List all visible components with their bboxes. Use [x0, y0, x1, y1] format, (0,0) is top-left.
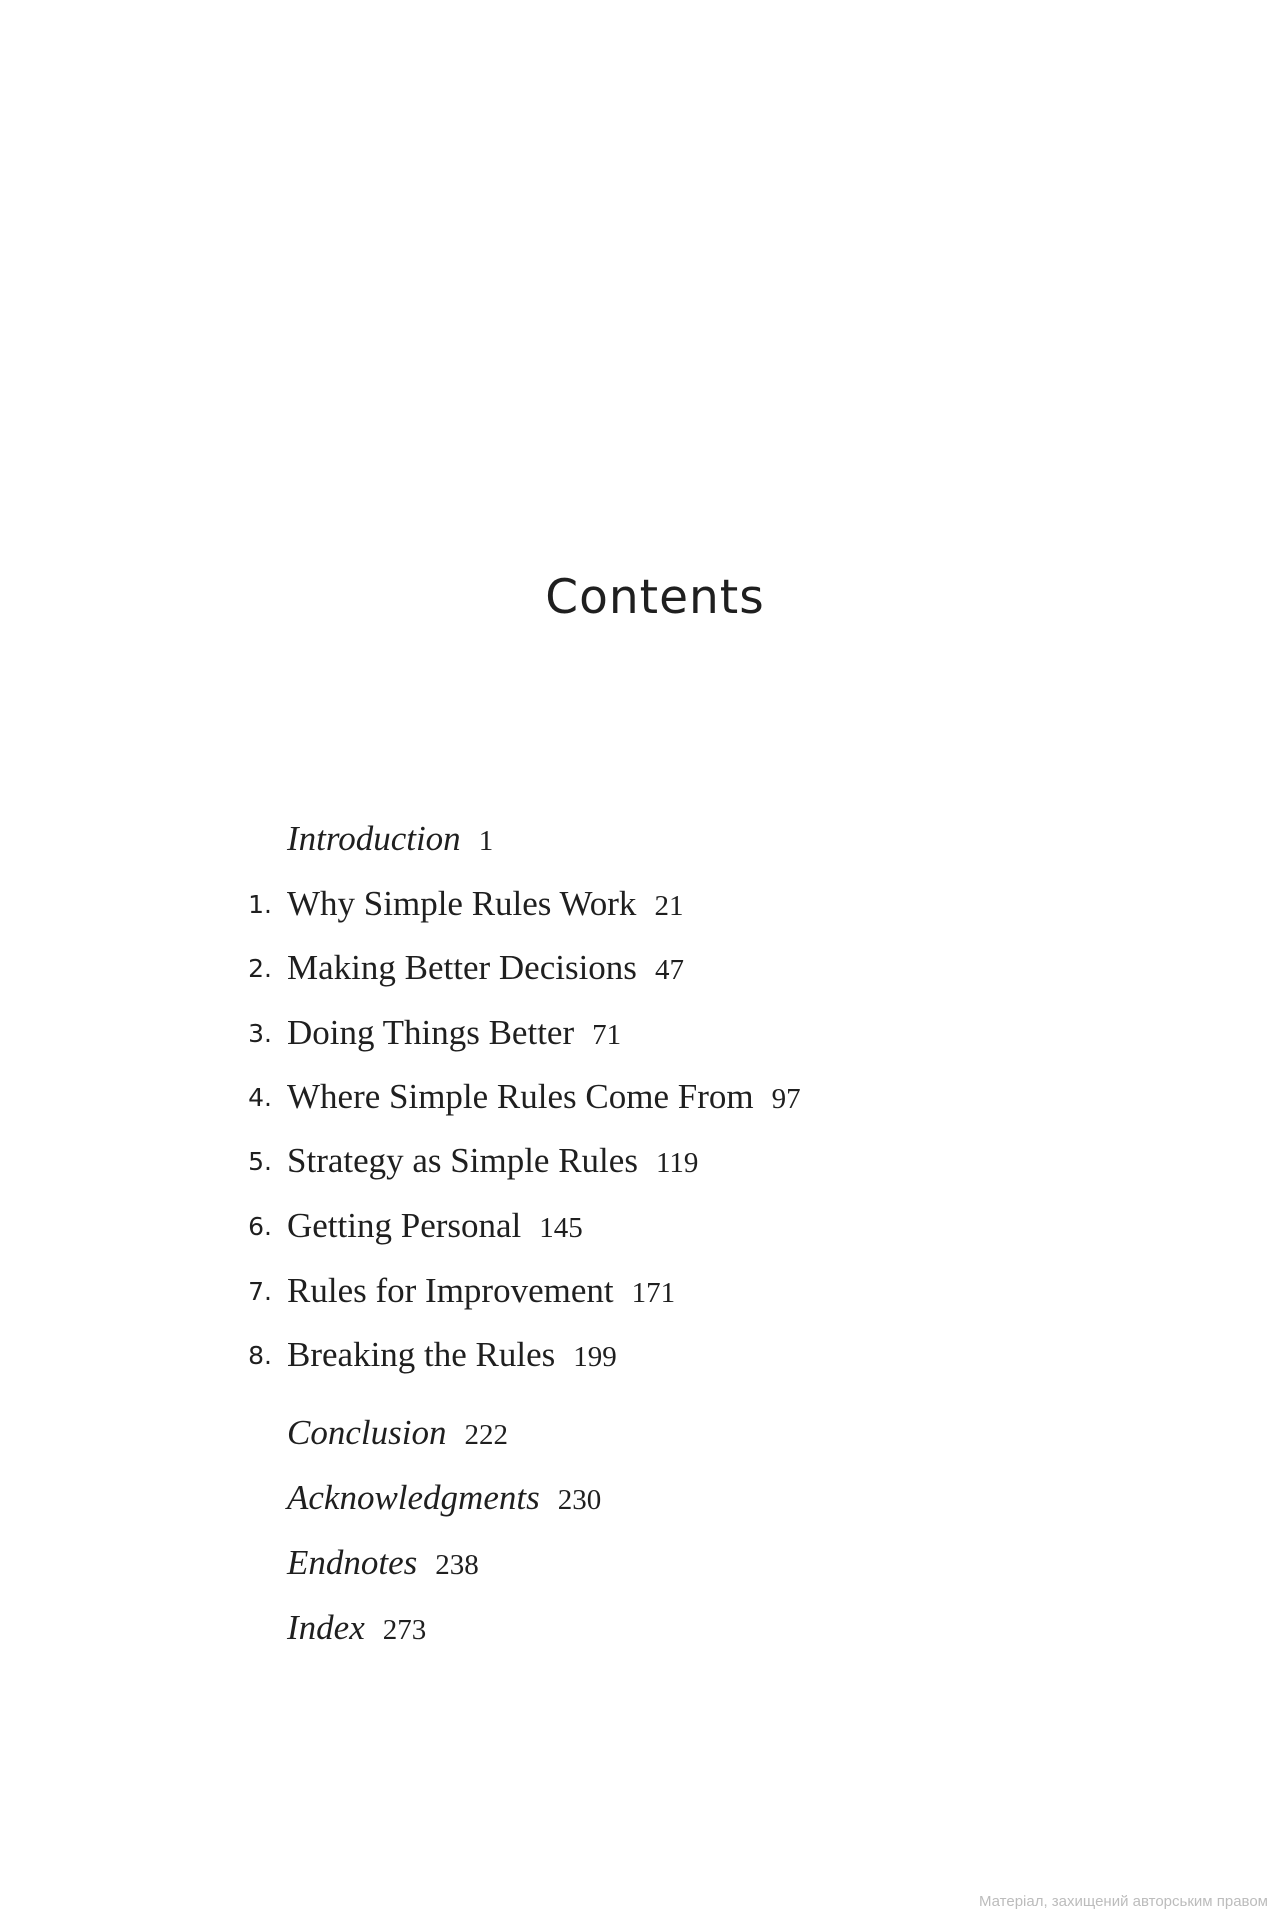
chapter-title: Introduction [287, 819, 461, 858]
page-number: 238 [435, 1549, 479, 1581]
page-number: 230 [557, 1484, 602, 1516]
toc-entry-text [287, 1201, 583, 1253]
chapter-title: Conclusion [287, 1413, 447, 1452]
toc-entry-text [287, 1136, 698, 1188]
toc-entry-endnotes[interactable] [0, 1538, 1280, 1588]
chapter-title: Acknowledgments [287, 1478, 540, 1517]
copyright-watermark: Матеріал, захищений авторським правом [978, 1893, 1268, 1910]
toc-entry-chapter-6[interactable] [0, 1201, 1280, 1251]
toc-entry-chapter-7[interactable] [0, 1266, 1280, 1316]
toc-entry-chapter-8[interactable] [0, 1330, 1280, 1380]
toc-entry-text [287, 1603, 426, 1655]
page-number: 1 [478, 825, 494, 857]
toc-entry-text [287, 1330, 617, 1382]
chapter-title: Where Simple Rules Come From [287, 1077, 754, 1116]
chapter-title: Rules for Improvement [287, 1271, 614, 1310]
toc-entry-introduction[interactable] [0, 814, 1280, 864]
chapter-number: 5. [248, 1147, 272, 1176]
chapter-number: 8. [248, 1341, 272, 1370]
page-number: 71 [592, 1019, 622, 1051]
toc-entry-text [287, 814, 493, 866]
chapter-title: Doing Things Better [287, 1013, 575, 1052]
toc-entry-text [287, 1008, 621, 1060]
page-number: 171 [631, 1277, 676, 1309]
chapter-title: Breaking the Rules [287, 1335, 556, 1374]
chapter-number: 6. [248, 1212, 272, 1241]
toc-entry-text [287, 1408, 508, 1460]
toc-entry-conclusion[interactable] [0, 1408, 1280, 1458]
page-number: 145 [539, 1212, 583, 1244]
chapter-title: Getting Personal [287, 1206, 522, 1245]
chapter-title: Making Better Decisions [287, 948, 637, 987]
chapter-title: Endnotes [287, 1543, 418, 1582]
chapter-title: Index [287, 1608, 365, 1647]
chapter-title: Strategy as Simple Rules [287, 1141, 638, 1180]
page-number: 97 [771, 1083, 801, 1115]
toc-entry-index[interactable] [0, 1603, 1280, 1653]
toc-entry-text [287, 1072, 801, 1124]
toc-entry-chapter-1[interactable] [0, 879, 1280, 929]
page-number: 222 [464, 1419, 508, 1451]
chapter-number: 4. [248, 1083, 272, 1112]
toc-entry-text [287, 1266, 675, 1318]
toc-entry-chapter-3[interactable] [0, 1008, 1280, 1058]
chapter-number: 2. [248, 954, 272, 983]
toc-entry-acknowledgments[interactable] [0, 1473, 1280, 1523]
page-title: Contents [545, 570, 765, 625]
page-number: 273 [382, 1614, 427, 1646]
toc-entry-chapter-4[interactable] [0, 1072, 1280, 1122]
chapter-title: Why Simple Rules Work [287, 884, 637, 923]
chapter-number: 7. [248, 1277, 272, 1306]
toc-entry-text [287, 879, 683, 931]
page-number: 47 [654, 954, 684, 986]
toc-entry-chapter-2[interactable] [0, 943, 1280, 993]
page-number: 119 [655, 1147, 699, 1179]
toc-entry-text [287, 943, 684, 995]
page-number: 199 [573, 1341, 617, 1373]
chapter-number: 3. [248, 1019, 272, 1048]
toc-entry-text [287, 1473, 601, 1525]
toc-entry-chapter-5[interactable] [0, 1136, 1280, 1186]
toc-entry-text [287, 1538, 479, 1590]
page-number: 21 [654, 890, 684, 922]
chapter-number: 1. [248, 890, 272, 919]
